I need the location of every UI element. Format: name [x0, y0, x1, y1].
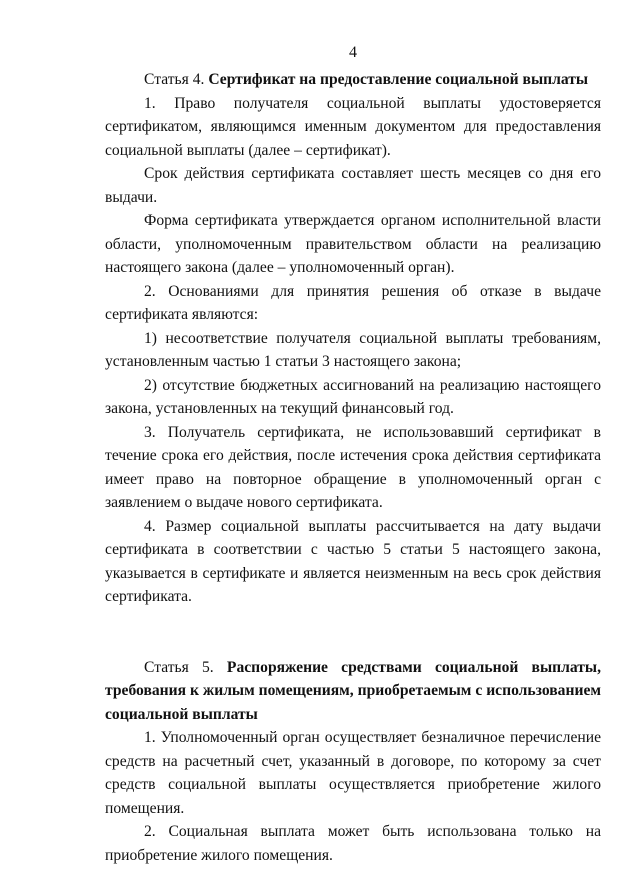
article-5-heading [105, 656, 601, 727]
article-4-paragraph: 4. Размер социальной выплаты рассчитывается на дату выдачи сертификата в соответствии с частью 5 статьи 5 настоящего закона, указывается в сертификате и является неизменным на весь срок действия сертификата. [105, 517, 601, 605]
article-5-title: Распоряжение средствами социальной выплаты, требования к жилым помещениям, приобретаемым с использованием социальной выплаты [105, 658, 601, 723]
article-4-paragraph: Форма сертификата утверждается органом исполнительной власти области, уполномоченным правительством области на реализацию настоящего закона (далее – уполномоченный орган). [105, 212, 601, 276]
page-number: 4 [349, 44, 357, 61]
article-5-paragraph: 2. Социальная выплата может быть использована только на приобретение жилого помещения. [105, 823, 601, 864]
article-4-heading [105, 68, 601, 92]
article-4-title: Сертификат на предоставление социальной выплаты [208, 71, 589, 88]
article-4-paragraph: 3. Получатель сертификата, не использовавший сертификат в течение срока его действия, после истечения срока действия сертификата имеет право на повторное обращение в уполномоченный орган с заявлением о выдаче нового сертификата. [105, 423, 601, 511]
article-5-label: Статья 5. [144, 658, 214, 676]
article-4-paragraph: 1) несоответствие получателя социальной выплаты требованиям, установленным частью 1 статьи 3 настоящего закона; [105, 329, 601, 370]
article-5-paragraph: 1. Уполномоченный орган осуществляет безналичное перечисление средств на расчетный счет, указанный в договоре, по которому за счет средств социальной выплаты осуществляется приобретение жилого помещения. [105, 729, 601, 817]
document-body [105, 68, 601, 867]
article-4-label: Статья 4. [144, 71, 205, 88]
article-4-paragraph: 2) отсутствие бюджетных ассигнований на реализацию настоящего закона, установленных на текущий финансовый год. [105, 376, 601, 417]
article-4-paragraph: 1. Право получателя социальной выплаты удостоверяется сертификатом, являющимся именным документом для предоставления социальной выплаты (далее – сертификат). [105, 94, 601, 159]
section-gap [105, 632, 601, 656]
section-gap [105, 609, 601, 633]
article-4-paragraph: Срок действия сертификата составляет шесть месяцев со дня его выдачи. [105, 165, 601, 206]
article-4-paragraph: 2. Основаниями для принятия решения об отказе в выдаче сертификата являются: [105, 282, 601, 323]
